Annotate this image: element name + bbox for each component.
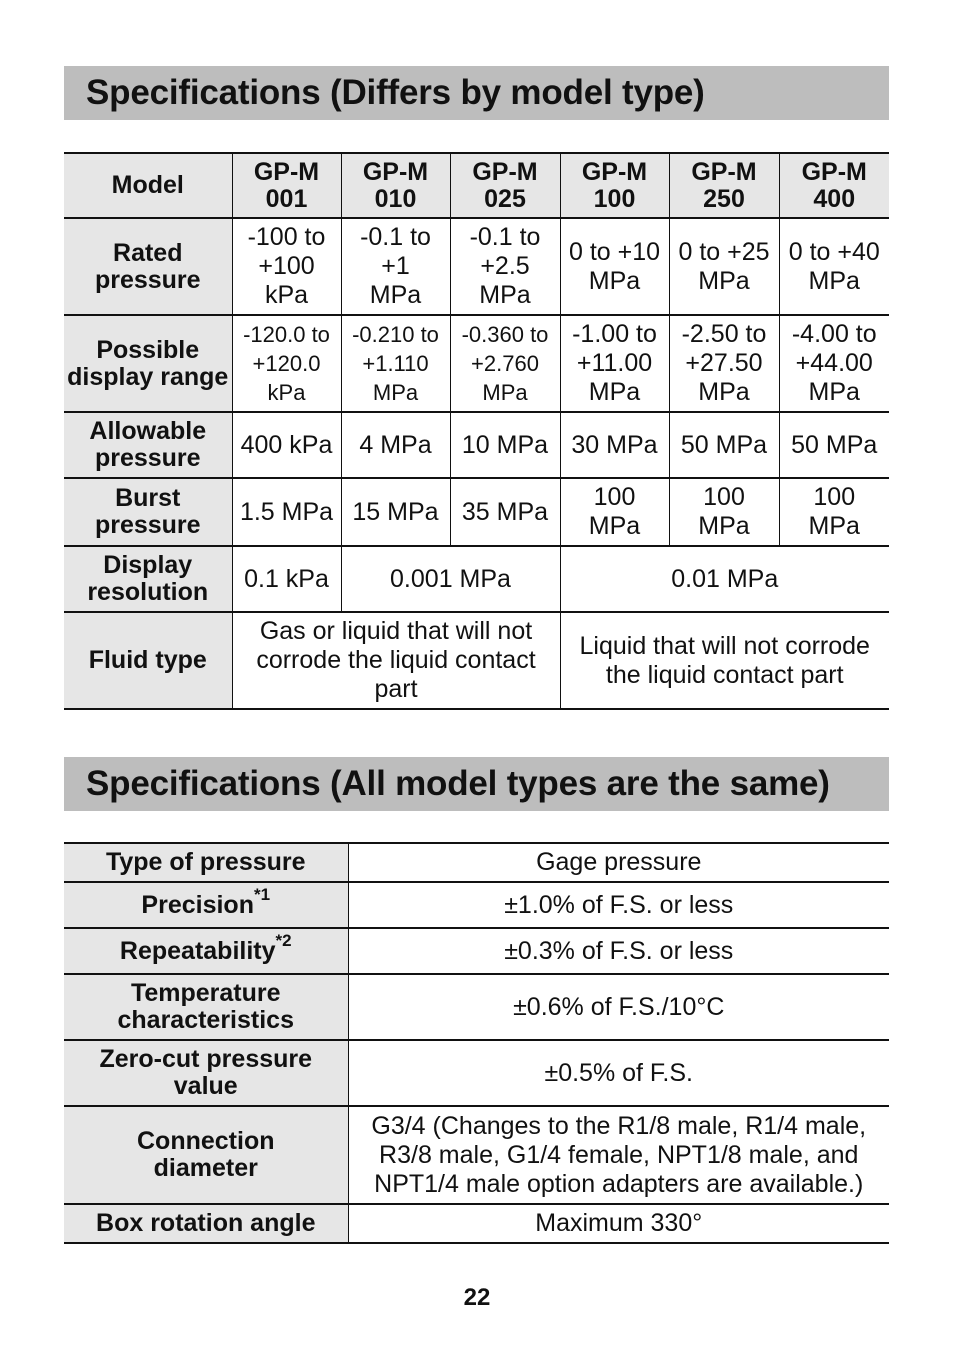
model-row xyxy=(64,153,889,218)
cell: 4 MPa xyxy=(341,412,450,478)
cell: -4.00 to +44.00 MPa xyxy=(779,315,889,412)
display-range-row xyxy=(64,315,889,412)
model-specs-table xyxy=(64,152,889,710)
row-label: Zero-cut pressure value xyxy=(64,1040,348,1106)
cell: -100 to +100 kPa xyxy=(232,218,341,315)
row-label: Display resolution xyxy=(64,546,232,612)
cell: -120.0 to +120.0 kPa xyxy=(232,315,341,412)
spec-row xyxy=(64,928,889,974)
cell: -2.50 to +27.50 MPa xyxy=(669,315,779,412)
spec-row xyxy=(64,1204,889,1243)
cell: G3/4 (Changes to the R1/8 male, R1/4 male, R3/8 male, G1/4 female, NPT1/8 male, and NPT1/4 male option adapters are available.) xyxy=(348,1106,889,1204)
allowable-pressure-row xyxy=(64,412,889,478)
cell: -0.360 to +2.760 MPa xyxy=(450,315,560,412)
cell: -0.210 to +1.110 MPa xyxy=(341,315,450,412)
footnote-mark: *2 xyxy=(275,931,292,951)
cell: -0.1 to +2.5 MPa xyxy=(450,218,560,315)
cell: 0.01 MPa xyxy=(560,546,889,612)
row-label: Model xyxy=(64,153,232,218)
cell: 30 MPa xyxy=(560,412,669,478)
cell: 0.1 kPa xyxy=(232,546,341,612)
cell: Gage pressure xyxy=(348,843,889,882)
row-label: Repeatability$^{*2}$ xyxy=(64,928,348,974)
cell: Maximum 330° xyxy=(348,1204,889,1243)
row-label: Precision$^{*1}$ xyxy=(64,882,348,928)
model-header: GP-M 400 xyxy=(779,153,889,218)
row-label: Box rotation angle xyxy=(64,1204,348,1243)
cell: 100 MPa xyxy=(560,478,669,546)
cell: 0 to +25 MPa xyxy=(669,218,779,315)
row-label: Possible display range xyxy=(64,315,232,412)
model-header: GP-M 250 xyxy=(669,153,779,218)
row-label: Allowable pressure xyxy=(64,412,232,478)
cell: 35 MPa xyxy=(450,478,560,546)
cell: Liquid that will not corrode the liquid contact part xyxy=(560,612,889,709)
cell: 100 MPa xyxy=(779,478,889,546)
burst-pressure-row xyxy=(64,478,889,546)
cell: 0 to +40 MPa xyxy=(779,218,889,315)
cell: -0.1 to +1 MPa xyxy=(341,218,450,315)
model-header: GP-M 100 xyxy=(560,153,669,218)
row-label: Connection diameter xyxy=(64,1106,348,1204)
display-resolution-row xyxy=(64,546,889,612)
section-title-model-specs: Specifications (Differs by model type) xyxy=(64,66,889,120)
cell: -1.00 to +11.00 MPa xyxy=(560,315,669,412)
row-label: Fluid type xyxy=(64,612,232,709)
common-specs-table xyxy=(64,842,889,1244)
cell: 100 MPa xyxy=(669,478,779,546)
cell: 400 kPa xyxy=(232,412,341,478)
cell: 0 to +10 MPa xyxy=(560,218,669,315)
spec-row xyxy=(64,843,889,882)
cell: ±1.0% of F.S. or less xyxy=(348,882,889,928)
footnote-mark: *1 xyxy=(253,885,271,905)
row-label: Temperature characteristics xyxy=(64,974,348,1040)
cell: 15 MPa xyxy=(341,478,450,546)
model-header: GP-M 001 xyxy=(232,153,341,218)
model-header: GP-M 010 xyxy=(341,153,450,218)
model-header: GP-M 025 xyxy=(450,153,560,218)
spec-row xyxy=(64,882,889,928)
cell: 1.5 MPa xyxy=(232,478,341,546)
row-label: Type of pressure xyxy=(64,843,348,882)
fluid-type-row xyxy=(64,612,889,709)
page-number: 22 xyxy=(463,1284,491,1311)
section-title-common-specs: Specifications (All model types are the same) xyxy=(64,757,889,811)
cell: 10 MPa xyxy=(450,412,560,478)
cell: Gas or liquid that will not corrode the liquid contact part xyxy=(232,612,560,709)
spec-row xyxy=(64,1106,889,1204)
cell: 50 MPa xyxy=(779,412,889,478)
spec-row xyxy=(64,974,889,1040)
cell: 0.001 MPa xyxy=(341,546,560,612)
rated-pressure-row xyxy=(64,218,889,315)
cell: ±0.3% of F.S. or less xyxy=(348,928,889,974)
spec-row xyxy=(64,1040,889,1106)
row-label: Rated pressure xyxy=(64,218,232,315)
cell: ±0.5% of F.S. xyxy=(348,1040,889,1106)
cell: 50 MPa xyxy=(669,412,779,478)
row-label: Burst pressure xyxy=(64,478,232,546)
cell: ±0.6% of F.S./10°C xyxy=(348,974,889,1040)
